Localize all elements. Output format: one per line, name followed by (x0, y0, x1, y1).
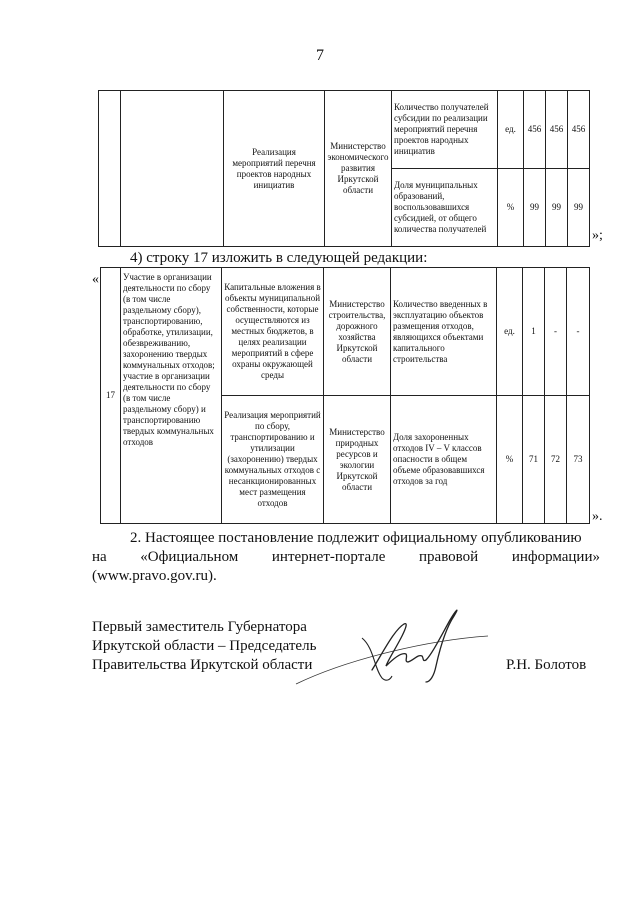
value-cell: - (545, 268, 567, 396)
ministry-cell: Министерство экономического развития Иркутской области (325, 91, 392, 247)
signatory-position-line-3: Правительства Иркутской области (92, 657, 313, 673)
signatory-name: Р.Н. Болотов (506, 657, 587, 673)
indicator-cell: Количество получателей субсидии по реализации мероприятий перечня проектов народных инициатив (392, 91, 498, 169)
row-number-cell: 17 (101, 268, 121, 524)
word: информации» (511, 549, 600, 565)
indicator-cell: Количество введенных в эксплуатацию объектов размещения отходов, являющихся объектами капитального строительства (391, 268, 497, 396)
unit-cell: ед. (498, 91, 524, 169)
value-cell: 456 (546, 91, 568, 169)
publication-paragraph-line-3: (www.pravo.gov.ru). (92, 568, 217, 584)
publication-paragraph-line-2 (92, 548, 600, 567)
task-cell: Участие в организации деятельности по сбору (в том числе раздельному сбору), транспортированию, обработке, утилизации, обезвреживанию, захоронению твердых коммунальных отходов; участие в организации деятельности по сбору (в том числе раздельному сбору) и транспортированию твердых коммунальных отходов (121, 268, 222, 524)
activity-cell: Капитальные вложения в объекты муниципальной собственности, которые осуществляются из местных бюджетов, в целях реализации мероприятий в сфере охраны окружающей среды (222, 268, 324, 396)
closing-quote-2: ». (592, 509, 603, 524)
unit-cell: % (497, 396, 523, 524)
value-cell: 99 (546, 169, 568, 247)
indicator-cell: Доля захороненных отходов IV – V классов опасности в общем объеме образовавшихся отходов за год (391, 396, 497, 524)
closing-quote-1: »; (592, 228, 603, 243)
value-cell: 456 (568, 91, 590, 169)
indicators-table-continuation (98, 90, 590, 247)
empty-cell (121, 91, 224, 247)
value-cell: 1 (523, 268, 545, 396)
amendment-heading: 4) строку 17 изложить в следующей редакции: (130, 250, 428, 266)
word: на (92, 549, 107, 565)
ministry-cell: Министерство природных ресурсов и экологии Иркутской области (324, 396, 391, 524)
value-cell: 71 (523, 396, 545, 524)
activity-cell: Реализация мероприятий перечня проектов народных инициатив (224, 91, 325, 247)
page-number: 7 (316, 47, 324, 64)
empty-cell (99, 91, 121, 247)
value-cell: - (567, 268, 590, 396)
value-cell: 99 (524, 169, 546, 247)
indicators-table-row-17 (100, 267, 590, 524)
opening-quote: « (92, 272, 99, 287)
ministry-cell: Министерство строительства, дорожного хозяйства Иркутской области (324, 268, 391, 396)
value-cell: 456 (524, 91, 546, 169)
word: правовой (419, 549, 479, 565)
activity-cell: Реализация мероприятий по сбору, транспортированию и утилизации (захоронению) твердых коммунальных отходов с несанкционированных мест размещения отходов (222, 396, 324, 524)
value-cell: 99 (568, 169, 590, 247)
word: интернет-портале (271, 549, 386, 565)
unit-cell: ед. (497, 268, 523, 396)
publication-paragraph-line-1: 2. Настоящее постановление подлежит официальному опубликованию (130, 530, 582, 546)
value-cell: 72 (545, 396, 567, 524)
table-row (99, 91, 590, 169)
unit-cell: % (498, 169, 524, 247)
signatory-position-line-2: Иркутской области – Председатель (92, 638, 317, 654)
word: «Официальном (140, 549, 239, 565)
table-row (101, 268, 590, 396)
signatory-position-line-1: Первый заместитель Губернатора (92, 619, 307, 635)
indicator-cell: Доля муниципальных образований, воспользовавшихся субсидией, от общего количества получателей (392, 169, 498, 247)
value-cell: 73 (567, 396, 590, 524)
handwritten-signature (290, 598, 490, 690)
